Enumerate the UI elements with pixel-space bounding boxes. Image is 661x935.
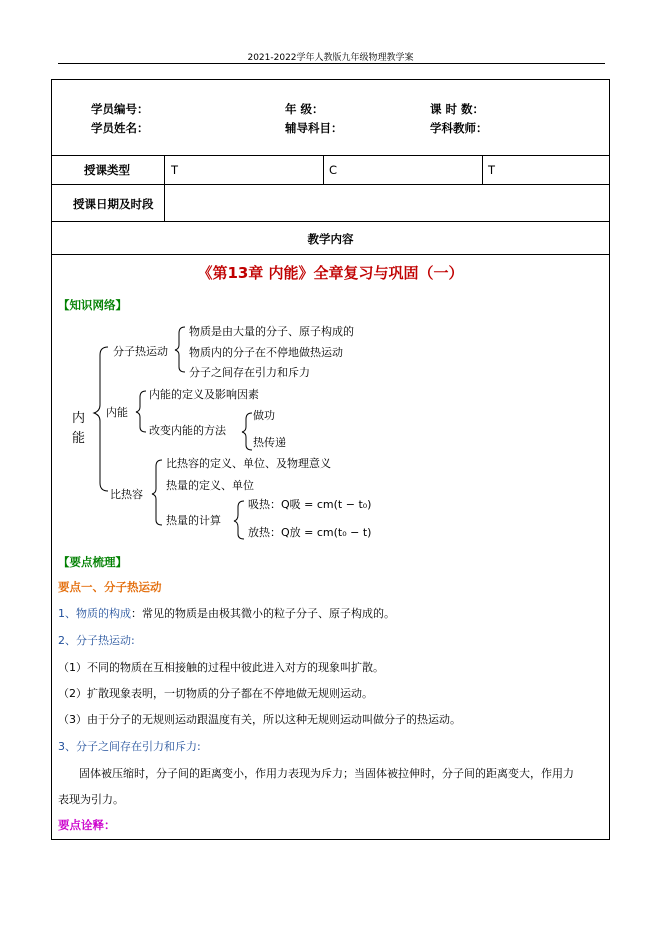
- item-1-1: 物质是由大量的分子、原子构成的: [189, 325, 354, 338]
- row-divider: [51, 155, 610, 156]
- course-type-c: C: [329, 163, 338, 177]
- tutor-subject-label: 辅导科目：: [285, 121, 343, 135]
- knowledge-network-diagram: [0, 315, 661, 545]
- course-type-t1: T: [171, 163, 179, 177]
- item2-line-1: （1）不同的物质在互相接触的过程中彼此进入对方的现象叫扩散。: [58, 661, 384, 674]
- student-name-label: 学员姓名：: [91, 121, 149, 135]
- row-divider: [51, 184, 610, 185]
- teacher-label: 学科教师：: [430, 121, 488, 135]
- formula-absorb: 吸热：Q吸 = cm(t − t₀): [248, 498, 372, 511]
- branch-label-3: 比热容: [110, 488, 143, 501]
- item-3-2: 热量的定义、单位: [166, 479, 254, 492]
- chapter-title: 《第13章 内能》全章复习与巩固（一）: [197, 264, 464, 282]
- course-type-t2: T: [488, 163, 496, 177]
- formula-release: 放热：Q放 = cm(t₀ − t): [248, 526, 372, 539]
- item1-label: 1、物质的构成: [58, 607, 131, 620]
- item2-label: 2、分子热运动:: [58, 634, 135, 647]
- item3-line-2: 表现为引力。: [58, 793, 124, 806]
- branch-label-2: 内能: [106, 406, 128, 419]
- root-char: 内: [72, 411, 86, 426]
- course-type-label: 授课类型: [84, 163, 130, 177]
- sub-2-1: 做功: [253, 409, 275, 422]
- date-label: 授课日期及时段: [73, 197, 154, 211]
- item-2-2: 改变内能的方法: [149, 424, 226, 437]
- class-hours-label: 课 时 数：: [430, 102, 485, 116]
- note-label: 要点诠释：: [58, 818, 116, 832]
- root-char-1: [72, 410, 85, 446]
- item-3-3: 热量的计算: [166, 514, 221, 527]
- item3-label: 3、分子之间存在引力和斥力:: [58, 740, 201, 753]
- student-no-label: 学员编号：: [91, 102, 149, 116]
- item-2-1: 内能的定义及影响因素: [149, 388, 259, 401]
- sub-2-2: 热传递: [253, 436, 286, 449]
- col-divider: [323, 155, 324, 184]
- item1-line: [58, 605, 395, 621]
- content-header: 教学内容: [307, 232, 354, 246]
- page-header: 2021-2022学年人教版九年级物理教学案: [247, 53, 414, 63]
- knowledge-network-heading: 【知识网络】: [58, 298, 127, 312]
- item-1-2: 物质内的分子在不停地做热运动: [189, 346, 343, 359]
- item2-line-2: （2）扩散现象表明，一切物质的分子都在不停地做无规则运动。: [58, 687, 373, 700]
- row-divider: [51, 254, 610, 255]
- col-divider: [164, 155, 165, 221]
- item3-line-1: 固体被压缩时，分子间的距离变小，作用力表现为斥力；当固体被拉伸时，分子间的距离变大，作用力: [79, 767, 574, 780]
- item-3-1: 比热容的定义、单位、及物理意义: [166, 457, 331, 470]
- item1-text: ：常见的物质是由极其微小的粒子分子、原子构成的。: [131, 607, 395, 620]
- item2-line-3: （3）由于分子的无规则运动跟温度有关，所以这种无规则运动叫做分子的热运动。: [58, 713, 461, 726]
- key-points-heading: 【要点梳理】: [58, 555, 127, 569]
- point1-title: 要点一、分子热运动: [58, 580, 162, 594]
- row-divider: [51, 221, 610, 222]
- col-divider: [482, 155, 483, 184]
- grade-label: 年 级：: [285, 102, 324, 116]
- root-char: 能: [72, 431, 86, 446]
- header-divider: [58, 63, 605, 64]
- item-1-3: 分子之间存在引力和斥力: [189, 366, 310, 379]
- branch-label-1: 分子热运动: [113, 345, 168, 358]
